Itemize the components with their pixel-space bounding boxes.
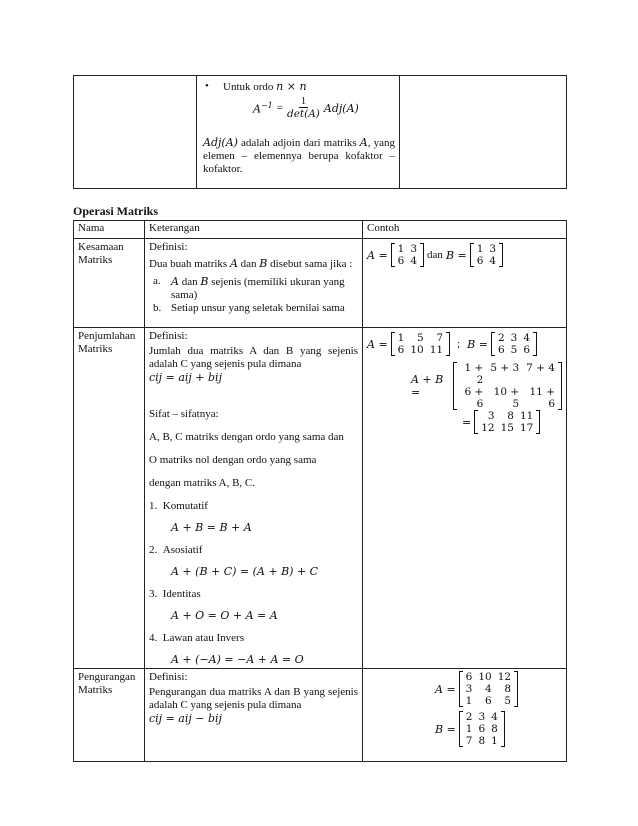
matrix-row bbox=[457, 362, 558, 386]
matrix-cell: 8 bbox=[504, 683, 512, 695]
ordo-math: n × n bbox=[276, 80, 307, 93]
property-item: 1. Komutatif bbox=[149, 500, 208, 512]
top-table-cell-right bbox=[400, 76, 567, 189]
property-formula: A + (−A) = −A + A = O bbox=[171, 653, 304, 666]
sifat-desc-3: dengan matriks A, B, C. bbox=[149, 477, 256, 489]
matrix-cell: 4 bbox=[523, 332, 531, 344]
table-row bbox=[74, 239, 567, 328]
matrix-cell: 3 bbox=[510, 332, 518, 344]
matrix-cell: 4 bbox=[485, 683, 492, 695]
matrix-cell: 4 bbox=[491, 711, 498, 723]
matrix-cell: 5 bbox=[510, 344, 518, 356]
top-table bbox=[73, 75, 567, 189]
matrix-cell: 12 bbox=[497, 671, 512, 683]
example-result bbox=[462, 410, 562, 434]
inverse-sup: −1 bbox=[260, 100, 273, 110]
property-item: 3. Identitas bbox=[149, 588, 201, 600]
frac-den: det(A) bbox=[286, 108, 320, 120]
matrix-cell: 11 + 6 bbox=[529, 386, 555, 410]
matrix-row bbox=[463, 723, 501, 735]
adj-note-rest: , yang elemen – elemennya berupa kofaktor – kofaktor. bbox=[203, 137, 395, 175]
row-contoh bbox=[363, 328, 567, 669]
matrix-row bbox=[463, 695, 514, 707]
matrix-cell: 1 bbox=[465, 695, 473, 707]
table-row bbox=[74, 328, 567, 669]
example-a bbox=[435, 671, 562, 707]
example-b-label: B = bbox=[435, 722, 456, 736]
sifat-desc-2: O matriks nol dengan ordo yang sama bbox=[149, 454, 317, 466]
matrix-cell: 6 bbox=[485, 695, 492, 707]
property-item: 2. Asosiatif bbox=[149, 544, 203, 556]
matrix-cell: 11 bbox=[429, 344, 444, 356]
inverse-eq: = bbox=[276, 102, 283, 114]
matrix-grid bbox=[463, 671, 514, 707]
example-a-label: A = bbox=[435, 682, 456, 696]
example-result-eq: = bbox=[462, 415, 472, 429]
example-addends bbox=[367, 332, 562, 356]
matrix-cell: 6 bbox=[465, 671, 473, 683]
matrix-row bbox=[474, 255, 499, 267]
example-sum bbox=[411, 362, 562, 410]
matrix-sum bbox=[453, 362, 562, 410]
bullet: • bbox=[205, 80, 209, 92]
operations-table bbox=[73, 220, 567, 762]
property-formula: A + O = O + A = A bbox=[171, 609, 278, 622]
example-equality bbox=[367, 243, 562, 267]
row-keterangan bbox=[145, 328, 363, 669]
definition-text: Pengurangan dua matriks A dan B yang sejenis adalah C yang sejenis pula dimana bbox=[149, 686, 358, 711]
condition-a: a. A dan B sejenis (memiliki ukuran yang sama) bbox=[153, 275, 345, 301]
matrix-cell: 6 bbox=[476, 255, 484, 267]
matrix-cell: 17 bbox=[519, 422, 534, 434]
definisi-label: Definisi: bbox=[149, 241, 188, 253]
definition-text: Jumlah dua matriks A dan B yang sejenis adalah C yang sejenis pula dimana bbox=[149, 345, 358, 370]
adj-note-a: A bbox=[359, 136, 368, 149]
matrix-cell: 3 bbox=[410, 243, 418, 255]
matrix-row bbox=[395, 255, 420, 267]
definisi-label: Definisi: bbox=[149, 330, 188, 342]
section-title: Operasi Matriks bbox=[73, 204, 158, 218]
table-row bbox=[74, 669, 567, 762]
matrix-cell: 1 bbox=[397, 243, 405, 255]
matrix-cell: 6 bbox=[397, 344, 405, 356]
adj-math: Adj(A) bbox=[323, 101, 359, 115]
definition-formula: cij = aij + bij bbox=[149, 371, 222, 384]
matrix-row bbox=[463, 671, 514, 683]
matrix-result bbox=[474, 410, 540, 434]
matrix-cell: 5 + 3 bbox=[490, 362, 520, 374]
matrix-a bbox=[391, 243, 424, 267]
matrix-cell: 5 bbox=[417, 332, 424, 344]
matrix-grid bbox=[463, 711, 501, 747]
property-formula: A + B = B + A bbox=[171, 521, 252, 534]
example-separator: ; bbox=[457, 338, 461, 350]
table-header-row bbox=[74, 221, 567, 239]
matrix-row bbox=[395, 344, 446, 356]
matrix-row bbox=[478, 410, 536, 422]
matrix-cell: 4 bbox=[489, 255, 497, 267]
example-a-label: A = bbox=[367, 248, 388, 262]
matrix-row bbox=[395, 332, 446, 344]
adj-note-text: adalah adjoin dari matriks bbox=[237, 137, 360, 149]
matrix-cell: 2 bbox=[465, 711, 473, 723]
matrix-grid bbox=[495, 332, 533, 356]
matrix-cell: 1 + 2 bbox=[464, 362, 484, 386]
matrix-row bbox=[474, 243, 499, 255]
matrix-cell: 1 bbox=[491, 735, 498, 747]
property-list bbox=[149, 500, 358, 666]
matrix-b bbox=[459, 711, 505, 747]
row-nama: Kesamaan Matriks bbox=[74, 239, 145, 328]
matrix-cell: 3 bbox=[465, 683, 473, 695]
definisi-label: Definisi: bbox=[149, 671, 188, 683]
inverse-lhs: A bbox=[253, 102, 261, 116]
row-contoh bbox=[363, 669, 567, 762]
matrix-cell: 5 bbox=[504, 695, 512, 707]
matrix-cell: 7 bbox=[465, 735, 473, 747]
row-nama: Pengurangan Matriks bbox=[74, 669, 145, 762]
matrix-cell: 15 bbox=[500, 422, 514, 434]
row-nama: Penjumlahan Matriks bbox=[74, 328, 145, 669]
matrix-cell: 10 bbox=[410, 344, 424, 356]
matrix-cell: 3 bbox=[487, 410, 495, 422]
matrix-cell: 2 bbox=[497, 332, 505, 344]
row-keterangan bbox=[145, 669, 363, 762]
matrix-cell: 6 bbox=[478, 723, 486, 735]
matrix-row bbox=[495, 344, 533, 356]
matrix-cell: 11 bbox=[519, 410, 534, 422]
condition-b: b. Setiap unsur yang seletak bernilai sama bbox=[153, 302, 345, 314]
example-sum-label: A + B = bbox=[411, 373, 444, 399]
matrix-row bbox=[495, 332, 533, 344]
matrix-cell: 3 bbox=[489, 243, 497, 255]
top-table-cell-middle bbox=[197, 76, 400, 189]
example-a-label: A = bbox=[367, 337, 388, 351]
matrix-row bbox=[395, 243, 420, 255]
matrix-cell: 1 bbox=[476, 243, 484, 255]
sifat-desc-1: A, B, C matriks dengan ordo yang sama dan bbox=[149, 431, 344, 443]
matrix-grid bbox=[474, 243, 499, 267]
matrix-row bbox=[457, 386, 558, 410]
matrix-b bbox=[470, 243, 503, 267]
matrix-row bbox=[463, 711, 501, 723]
adj-note-math: Adj(A) bbox=[203, 136, 238, 149]
top-table-cell-left bbox=[74, 76, 197, 189]
header-nama: Nama bbox=[74, 221, 145, 239]
header-contoh: Contoh bbox=[363, 221, 567, 239]
matrix-row bbox=[478, 422, 536, 434]
matrix-cell: 7 + 4 bbox=[526, 362, 555, 374]
matrix-cell: 10 + 5 bbox=[493, 386, 520, 410]
row-contoh bbox=[363, 239, 567, 328]
ordo-label: Untuk ordo bbox=[223, 81, 274, 93]
adj-note bbox=[203, 136, 395, 176]
matrix-cell: 6 bbox=[497, 344, 505, 356]
header-keterangan: Keterangan bbox=[145, 221, 363, 239]
matrix-cell: 10 bbox=[478, 671, 492, 683]
matrix-cell: 8 bbox=[507, 410, 514, 422]
matrix-cell: 1 bbox=[397, 332, 405, 344]
matrix-row bbox=[463, 735, 501, 747]
inverse-formula bbox=[253, 96, 359, 120]
matrix-cell: 3 bbox=[478, 711, 486, 723]
matrix-cell: 1 bbox=[465, 723, 473, 735]
example-b-label: B = bbox=[445, 248, 467, 262]
matrix-a bbox=[391, 332, 450, 356]
frac-num: 1 bbox=[300, 96, 307, 107]
matrix-cell: 4 bbox=[410, 255, 418, 267]
matrix-grid bbox=[478, 410, 536, 434]
matrix-cell: 6 bbox=[397, 255, 405, 267]
definition-text: Dua buah matriks A dan B disebut sama jika : bbox=[149, 257, 353, 270]
matrix-cell: 8 bbox=[478, 735, 486, 747]
row-keterangan bbox=[145, 239, 363, 328]
matrix-cell: 8 bbox=[491, 723, 498, 735]
example-b bbox=[435, 711, 562, 747]
matrix-cell: 6 + 6 bbox=[464, 386, 484, 410]
matrix-a bbox=[459, 671, 518, 707]
property-item: 4. Lawan atau Invers bbox=[149, 632, 244, 644]
matrix-cell: 12 bbox=[481, 422, 495, 434]
definition-formula: cij = aij − bij bbox=[149, 712, 222, 725]
example-b-label: B = bbox=[467, 337, 488, 351]
sifat-label: Sifat – sifatnya: bbox=[149, 408, 219, 420]
matrix-cell: 7 bbox=[436, 332, 444, 344]
matrix-grid bbox=[395, 332, 446, 356]
matrix-cell: 6 bbox=[523, 344, 531, 356]
matrix-grid bbox=[395, 243, 420, 267]
matrix-b bbox=[491, 332, 537, 356]
property-formula: A + (B + C) = (A + B) + C bbox=[171, 565, 319, 578]
example-dan: dan bbox=[427, 249, 443, 261]
matrix-grid bbox=[457, 362, 558, 410]
matrix-row bbox=[463, 683, 514, 695]
